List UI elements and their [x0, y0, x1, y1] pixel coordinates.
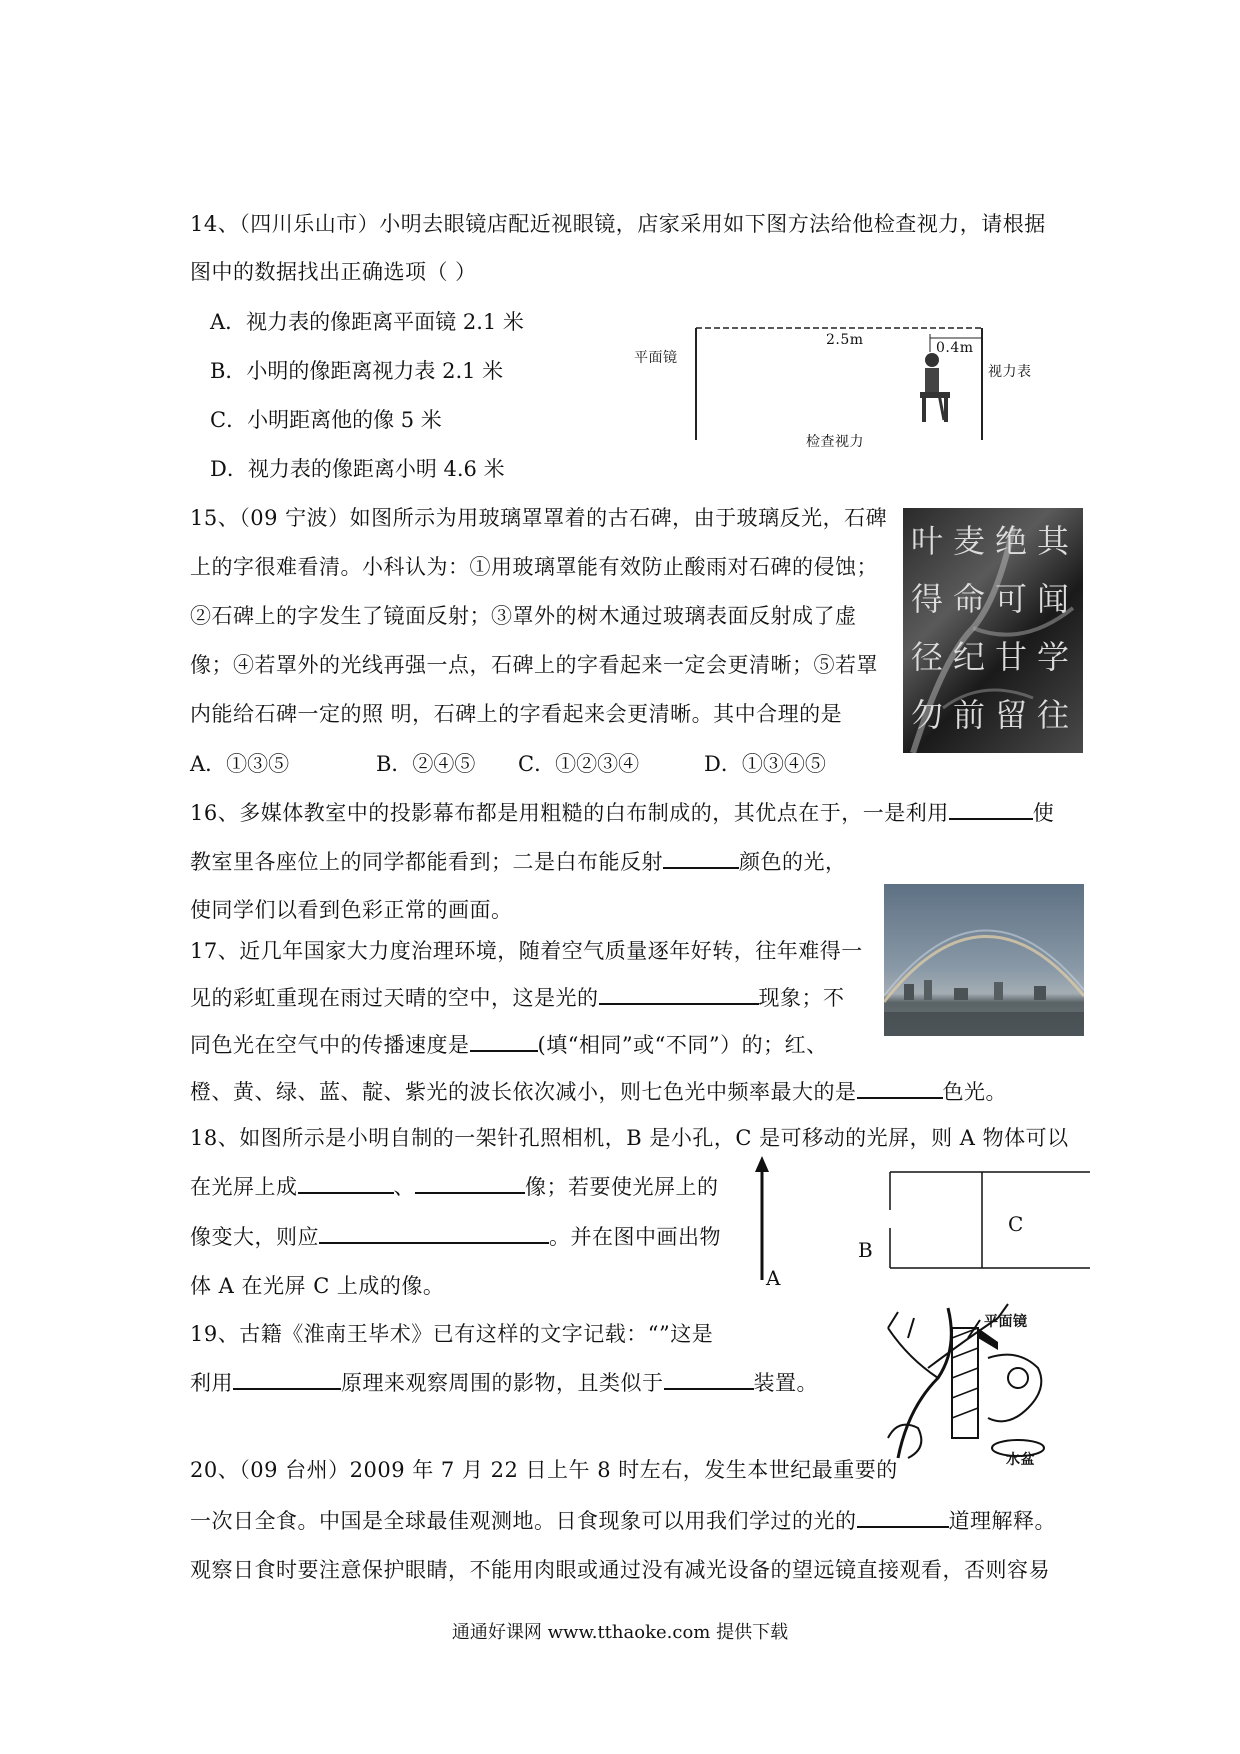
q19-line2-b: 原理来观察周围的影物，且类似于 [341, 1371, 664, 1395]
q20-blank-1[interactable] [857, 1506, 949, 1528]
stone-char: 学 [1037, 638, 1070, 676]
q14-text-line1: 14、（四川乐山市）小明去眼镜店配近视眼镜，店家采用如下图方法给他检查视力，请根据 [190, 212, 1046, 236]
q20-text-line1: 20、（09 台州）2009 年 7 月 22 日上午 8 时左右，发生本世纪最重要的 [190, 1458, 898, 1482]
q18-line3-a: 像变大，则应 [190, 1225, 319, 1249]
stone-char: 留 [995, 696, 1028, 734]
q17-text-line2 [190, 983, 845, 1012]
q14-figure-caption: 检查视力 [806, 434, 864, 450]
q14-text-line2: 图中的数据找出正确选项（ ） [190, 260, 477, 284]
q15-option-b: B．②④⑤ [376, 752, 476, 776]
stone-char: 往 [1037, 696, 1070, 734]
q17-line4-a: 橙、黄、绿、蓝、靛、紫光的波长依次减小，则七色光中频率最大的是 [190, 1080, 857, 1104]
periscope-basin-label: 水盆 [1006, 1452, 1035, 1468]
q17-line3-b: (填“相同”或“不同”）的；红、 [537, 1033, 828, 1057]
q14-chart-label: 视力表 [988, 364, 1032, 380]
q17-blank-1[interactable] [599, 983, 759, 1005]
q15-text-line1: 15、（09 宁波）如图所示为用玻璃罩罩着的古石碑，由于玻璃反光，石碑 [190, 506, 888, 530]
q14-mirror-label: 平面镜 [634, 350, 678, 366]
stone-char: 闻 [1037, 580, 1070, 618]
stone-char: 纪 [953, 638, 986, 676]
q14-option-a: A．视力表的像距离平面镜 2.1 米 [210, 310, 524, 334]
q20-text-line2 [190, 1506, 1056, 1535]
q20-line2-a: 一次日全食。中国是全球最佳观测地。日食现象可以用我们学过的光的 [190, 1509, 857, 1533]
q17-line2-b: 现象；不 [758, 986, 845, 1010]
stone-char: 勿 [911, 696, 944, 734]
q19-line2-a: 利用 [190, 1371, 233, 1395]
q19-blank-2[interactable] [664, 1368, 754, 1390]
q15-text-line3: ②石碑上的字发生了镜面反射；③罩外的树木通过玻璃表面反射成了虚 [190, 604, 857, 628]
q18-line2-a: 在光屏上成 [190, 1175, 298, 1199]
q18-text-line3 [190, 1222, 721, 1251]
stone-char: 绝 [995, 522, 1028, 560]
q15-text-line4: 像；④若罩外的光线再强一点，石碑上的字看起来一定会更清晰；⑤若罩 [190, 653, 878, 677]
page-footer: 通通好课网 www.tthaoke.com 提供下载 [451, 1622, 789, 1643]
stone-char: 得 [911, 580, 944, 618]
q18-blank-3[interactable] [319, 1222, 549, 1244]
q17-line4-b: 色光。 [942, 1080, 1007, 1104]
q16-text-line3: 使同学们以看到色彩正常的画面。 [190, 898, 513, 922]
q14-option-d: D．视力表的像距离小明 4.6 米 [210, 457, 505, 481]
stone-char: 甘 [995, 638, 1028, 676]
q14-option-c: C．小明距离他的像 5 米 [210, 408, 442, 432]
q16-line2-b: 颜色的光， [739, 850, 847, 874]
q15-text-line2: 上的字很难看清。小科认为：①用玻璃罩能有效防止酸雨对石碑的侵蚀； [190, 555, 878, 579]
q18-blank-1[interactable] [298, 1172, 394, 1194]
stone-char: 麦 [953, 522, 986, 560]
q18-text-line1: 18、如图所示是小明自制的一架针孔照相机，B 是小孔，C 是可移动的光屏，则 A 物体可以 [190, 1126, 1069, 1150]
stone-char: 径 [911, 638, 944, 676]
q16-blank-1[interactable] [949, 798, 1033, 820]
q18-line2-c: 像；若要使光屏上的 [525, 1175, 719, 1199]
pinhole-camera-figure [740, 1150, 1100, 1290]
q19-blank-1[interactable] [233, 1368, 341, 1390]
q17-text-line1: 17、近几年国家大力度治理环境，随着空气质量逐年好转，往年难得一 [190, 939, 863, 963]
stone-char: 命 [953, 580, 986, 618]
q16-line1-a: 16、多媒体教室中的投影幕布都是用粗糙的白布制成的，其优点在于，一是利用 [190, 801, 949, 825]
q16-text-line1 [190, 798, 1054, 827]
q16-line1-b: 使 [1032, 801, 1055, 825]
q15-option-c: C．①②③④ [518, 752, 640, 776]
pinhole-b-label: B [858, 1238, 874, 1262]
periscope-mirror-label: 平面镜 [984, 1314, 1028, 1330]
stone-tablet-photo [903, 508, 1083, 753]
q15-option-d: D．①③④⑤ [704, 752, 826, 776]
stone-char: 叶 [911, 522, 944, 560]
q17-blank-2[interactable] [470, 1030, 538, 1052]
q19-text-line2 [190, 1368, 818, 1397]
object-a-label: A [766, 1266, 781, 1290]
q17-text-line4 [190, 1077, 1007, 1106]
stone-char: 其 [1037, 522, 1070, 560]
q18-line3-b: 。并在图中画出物 [549, 1225, 721, 1249]
q18-text-line4: 体 A 在光屏 C 上成的像。 [190, 1274, 445, 1298]
q17-blank-3[interactable] [857, 1077, 943, 1099]
periscope-illustration [868, 1298, 1068, 1462]
q15-text-line5: 内能给石碑一定的照 明，石碑上的字看起来会更清晰。其中合理的是 [190, 702, 843, 726]
q17-line2-a: 见的彩虹重现在雨过天晴的空中，这是光的 [190, 986, 599, 1010]
screen-c-label: C [1008, 1212, 1024, 1236]
q18-text-line2 [190, 1172, 719, 1201]
q18-line2-b: 、 [393, 1175, 415, 1199]
q16-text-line2 [190, 847, 847, 876]
q20-text-line3: 观察日食时要注意保护眼睛，不能用肉眼或通过没有减光设备的望远镜直接观看，否则容易 [190, 1558, 1050, 1582]
q17-text-line3 [190, 1030, 828, 1059]
q16-blank-2[interactable] [663, 847, 739, 869]
q16-line2-a: 教室里各座位上的同学都能看到；二是白布能反射 [190, 850, 663, 874]
q20-line2-b: 道理解释。 [948, 1509, 1056, 1533]
stone-char: 前 [953, 696, 986, 734]
q19-text-line1: 19、古籍《淮南王毕术》已有这样的文字记载：“”这是 [190, 1322, 714, 1346]
rainbow-photo [884, 884, 1084, 1036]
q14-distance-small: 0.4m [936, 340, 974, 356]
stone-char: 可 [995, 580, 1028, 618]
q14-distance-total: 2.5m [826, 332, 864, 348]
q19-line2-c: 装置。 [753, 1371, 818, 1395]
q14-option-b: B．小明的像距离视力表 2.1 米 [210, 359, 504, 383]
q15-option-a: A．①③⑤ [190, 752, 290, 776]
q17-line3-a: 同色光在空气中的传播速度是 [190, 1033, 470, 1057]
q18-blank-2[interactable] [415, 1172, 525, 1194]
